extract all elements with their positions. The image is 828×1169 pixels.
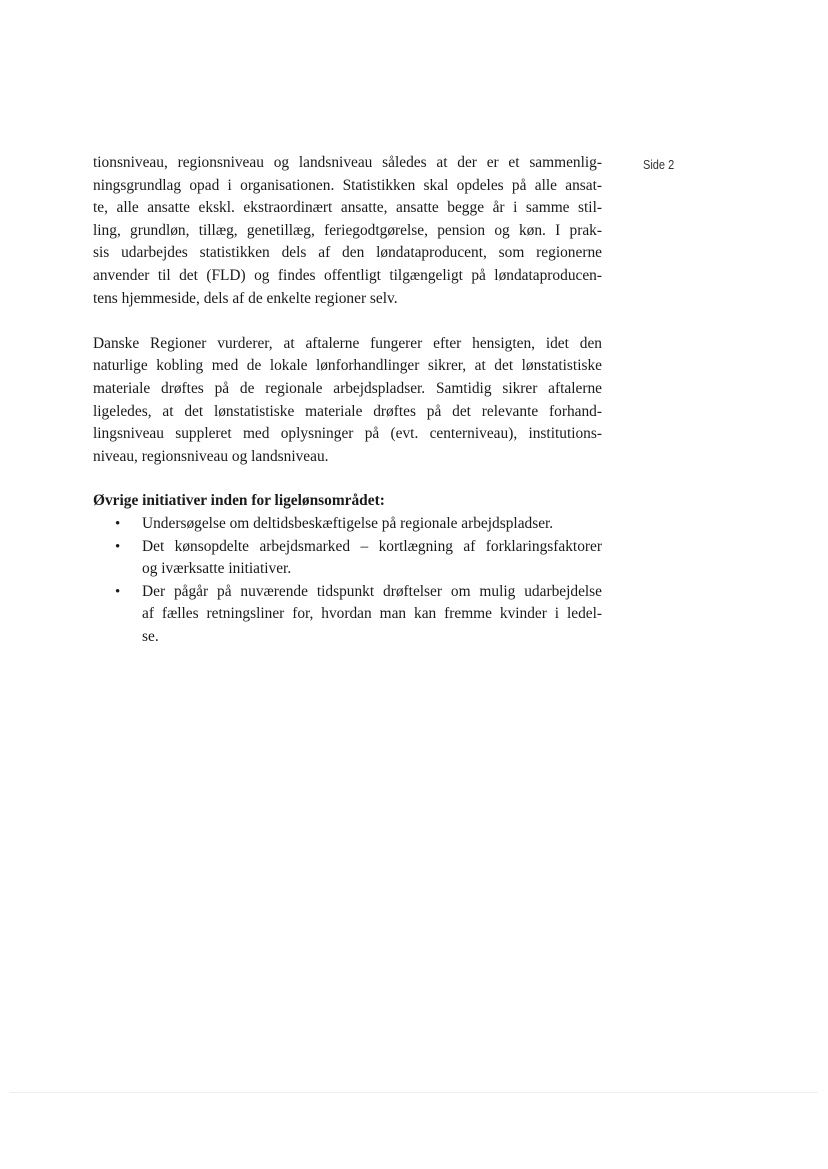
paragraph-assessment xyxy=(93,333,602,469)
text-line: sis udarbejdes statistikken dels af den løndataproducent, som regionerne xyxy=(93,244,602,262)
text-line: Der pågår på nuværende tidspunkt drøftelser om mulig udarbejdelse xyxy=(142,582,602,600)
text-line: materiale drøftes på de regionale arbejdspladser. Samtidig sikrer aftalerne xyxy=(93,379,602,397)
text-line: ling, grundløn, tillæg, genetillæg, feriegodtgørelse, pension og køn. I prak- xyxy=(93,221,602,239)
text-line: Undersøgelse om deltidsbeskæftigelse på regionale arbejdspladser. xyxy=(142,514,554,532)
text-line: niveau, regionsniveau og landsniveau. xyxy=(93,447,329,465)
text-line: tens hjemmeside, dels af de enkelte regioner selv. xyxy=(93,289,398,307)
section-heading: Øvrige initiativer inden for ligelønsområdet: xyxy=(93,492,385,510)
list-item xyxy=(93,581,602,649)
page-number-label: Side 2 xyxy=(643,158,675,172)
text-line: tionsniveau, regionsniveau og landsniveau således at der er et sammenlig- xyxy=(93,154,602,171)
text-line: Det kønsopdelte arbejdsmarked – kortlægning af forklaringsfaktorer xyxy=(142,537,602,555)
paragraph-statistics xyxy=(93,152,602,310)
text-line: ningsgrundlag opad i organisationen. Statistikken skal opdeles på alle ansat- xyxy=(93,176,602,194)
text-line: ligeledes, at det lønstatistiske materiale drøftes på det relevante forhand- xyxy=(93,402,602,420)
initiatives-list xyxy=(93,513,602,649)
list-item xyxy=(93,513,602,536)
text-line: naturlige kobling med de lokale lønforhandlinger sikrer, at det lønstatistiske xyxy=(93,357,602,375)
text-line: af fælles retningsliner for, hvordan man kan fremme kvinder i ledel- xyxy=(142,605,602,623)
bullet-icon: • xyxy=(115,515,121,532)
document-body xyxy=(93,152,602,648)
bullet-icon: • xyxy=(115,583,121,600)
text-line: og iværksatte initiativer. xyxy=(142,560,292,578)
bullet-icon: • xyxy=(115,538,121,555)
footer-divider xyxy=(10,1092,818,1093)
text-line: Danske Regioner vurderer, at aftalerne fungerer efter hensigten, idet den xyxy=(93,334,602,352)
text-line: anvender til det (FLD) og findes offentligt tilgængeligt på løndataproducen- xyxy=(93,266,602,284)
text-line: se. xyxy=(142,627,159,645)
list-item xyxy=(93,536,602,581)
text-line: lingsniveau suppleret med oplysninger på (evt. centerniveau), institutions- xyxy=(93,425,602,443)
text-line: te, alle ansatte ekskl. ekstraordinært ansatte, ansatte begge år i samme stil- xyxy=(93,199,602,217)
